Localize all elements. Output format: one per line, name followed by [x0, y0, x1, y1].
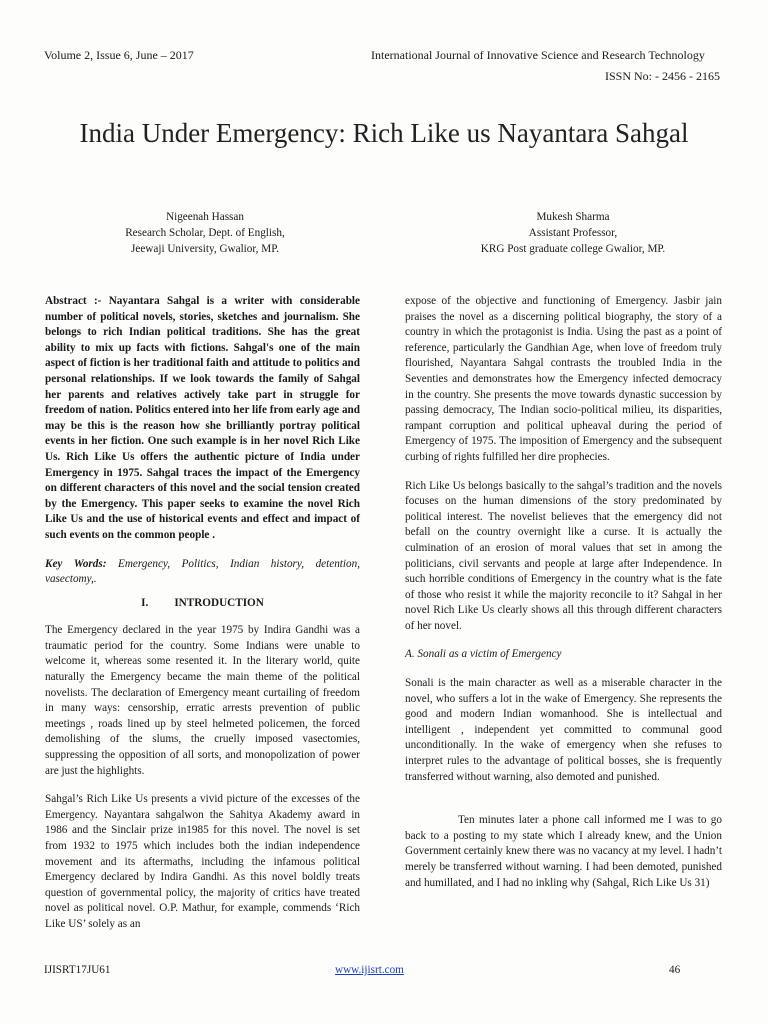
journal-name: International Journal of Innovative Science and Research Technology [371, 48, 705, 62]
keywords-text: Emergency, Politics, Indian history, detention, vasectomy,. [45, 557, 361, 586]
author-block-2 [428, 209, 718, 257]
website-link[interactable]: www.ijisrt.com [335, 964, 404, 976]
keywords-label: Key Words: [45, 557, 107, 570]
author-block-1 [75, 209, 335, 257]
author-affiliation: Jeewaji University, Gwalior, MP. [131, 243, 279, 255]
issn: ISSN No: - 2456 - 2165 [604, 69, 720, 83]
section-title: INTRODUCTION [174, 596, 264, 609]
author-name: Mukesh Sharma [536, 211, 610, 223]
page-number: 46 [669, 964, 681, 976]
block-quote: Ten minutes later a phone call informed me I was to go back to a posting to my state which I already knew, and the Union Government certainly knew there was no vacancy at my level. I hadn’t merely be transferred without warning. I had been demoted, punished and humillated, and I had no inkling why (Sahgal, Rich Like Us 31) [405, 814, 722, 889]
article-code: IJISRT17JU61 [44, 964, 111, 976]
author-affiliation: KRG Post graduate college Gwalior, MP. [480, 243, 666, 255]
author-name: Nigeenah Hassan [166, 211, 244, 223]
left-column [45, 294, 360, 933]
body-paragraph-2: Rich Like Us belongs basically to the sahgal’s tradition and the novels focuses on the human dimensions of the story predominated by political interest. The novelist believes that the emergency did not befall on the country overnight like a curse. It is actually the culmination of an erosion of moral values that set in among the politicians, civil servants and people at large after Independence. In such horrible conditions of Emergency in the country what is the fate of those who resist it while the majority reconcile to it? Sahgal in her novel Rich Like Us clearly shows all this through different characters of her novel. [405, 479, 722, 632]
section-number: I. [141, 596, 149, 609]
body-paragraph-3: Sonali is the main character as well as a miserable character in the novel, who suffers a lot in the wake of Emergency. She represents the good and modern Indian womanhood. She is intellectual and intelligent , independent yet committed to communal good unconditionally. In the wake of emergency when she refuses to interpret rules to the advantage of political bosses, she is frequently transferred without warning, also demoted and punished. [405, 677, 722, 783]
subsection-heading: A. Sonali as a victim of Emergency [405, 648, 562, 661]
author-role: Research Scholar, Dept. of English, [125, 227, 285, 239]
right-column [405, 294, 722, 891]
author-role: Assistant Professor, [528, 227, 618, 239]
section-heading-introduction [45, 596, 360, 612]
paper-title: India Under Emergency: Rich Like us Nayantara Sahgal [79, 118, 689, 148]
volume-issue: Volume 2, Issue 6, June – 2017 [44, 48, 194, 62]
abstract: Abstract :- Nayantara Sahgal is a writer with considerable number of political novels, stories, sketches and journalism. She belongs to rich Indian political traditions. She has the great ability to mix up facts with fictions. Sahgal's one of the main aspect of fiction is her traditional faith and attitude to politics and personal relationships. If we look towards the family of Sahgal her parents and relatives actively take part in struggle for freedom of nation. Politics entered into her life from early age and may be this is the reason how she brilliantly portray political events in her fiction. One such example is in her novel Rich Like Us. Rich Like Us offers the authentic picture of India under Emergency in 1975. Sahgal traces the impact of the Emergency on different characters of this novel and the social tension created by the Emergency. This paper seeks to examine the novel Rich Like Us and the use of historical events and effect and impact of such events on the common people . [45, 295, 360, 541]
body-paragraph-1: expose of the objective and functioning of Emergency. Jasbir jain praises the novel as a discerning political biography, the story of a country in which the protagonist is India. Using the past as a point of reference, particularly the Gandhian Age, when love of freedom truly flourished, Nayantara Sahgal contrasts the troubled India in the Seventies and demonstrates how the Emergency infected democracy in the country. She presents the move towards dynastic succession by passing democracy, The Indian socio-political milieu, its disparities, rampant corruption and political upheaval during the period of Emergency of 1975. The imposition of Emergency and the subsequent curbing of rights fulfilled her dire prophecies. [405, 295, 722, 463]
keywords [45, 557, 360, 588]
intro-paragraph-2: Sahgal’s Rich Like Us presents a vivid picture of the excesses of the Emergency. Nayantara sahgalwon the Sahitya Akademy award in 1986 and the Sinclair prize in1985 for this novel. The novel is set from 1932 to 1975 which includes both the indian independence movement and its aftermaths, including the infamous political Emergency declared by Indira Gandhi. As this novel boldly treats question of governmental policy, the majority of critics have treated novel as political novel. O.P. Mathur, for example, commends ‘Rich Like US’ solely as an [45, 793, 360, 930]
intro-paragraph-1: The Emergency declared in the year 1975 by Indira Gandhi was a traumatic period for the country. Some Indians were unable to welcome it, whereas some resented it. In the literary world, quite naturally the Emergency became the main theme of the political novelists. The declaration of Emergency meant curtailing of freedom in many ways: censorship, erratic arrests prevention of public meetings , roads lined up by steel helmeted policemen, the forced demolishing of the slums, the cruelly imposed vasectomies, suppressing the opposition of all sorts, and monopolization of power are just the highlights. [45, 624, 360, 777]
